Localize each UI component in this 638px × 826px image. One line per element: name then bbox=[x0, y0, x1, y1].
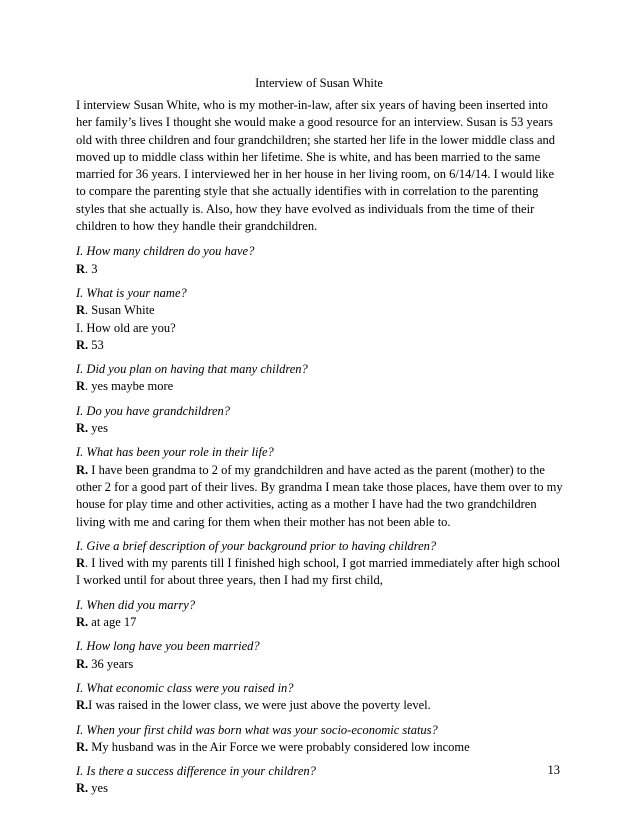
answer-prefix: R. bbox=[76, 462, 89, 477]
question: I. When did you marry? bbox=[76, 597, 196, 612]
answer-prefix: R. bbox=[76, 698, 89, 713]
page-number: 13 bbox=[547, 763, 560, 777]
question: I. What is your name? bbox=[76, 285, 187, 300]
answer bbox=[76, 739, 564, 756]
answer-text: My husband was in the Air Force we were probably considered low income bbox=[88, 739, 470, 754]
answer-prefix: R. bbox=[76, 337, 89, 352]
question: I. Do you have grandchildren? bbox=[76, 403, 231, 418]
answer-prefix: R bbox=[76, 303, 86, 318]
answer bbox=[76, 420, 564, 437]
answer-prefix: R. bbox=[76, 421, 89, 436]
answer-text: . 3 bbox=[85, 261, 98, 276]
intro-line: to compare the parenting style that she actually identifies with in correlation to the parenting bbox=[76, 184, 539, 199]
qa-block bbox=[76, 444, 564, 530]
answer-prefix: R bbox=[76, 379, 86, 394]
answer-text: at age 17 bbox=[88, 615, 137, 630]
answer-text: I was raised in the lower class, we were just above the poverty level. bbox=[88, 698, 431, 713]
qa-block bbox=[76, 285, 564, 354]
qa-block bbox=[76, 361, 564, 396]
answer-prefix: R. bbox=[76, 656, 89, 671]
answer-prefix: R. bbox=[76, 615, 89, 630]
answer-continuation: I worked until for about three years, then I had my first child, bbox=[76, 573, 383, 588]
answer bbox=[76, 555, 564, 572]
answer-text: yes bbox=[88, 421, 108, 436]
answer bbox=[76, 337, 564, 354]
qa-block bbox=[76, 597, 564, 632]
answer bbox=[76, 656, 564, 673]
intro-line: moved up to middle class within her lifetime. She is white, and has been married to the same bbox=[76, 149, 541, 164]
intro-line: old with three children and four grandchildren; she started her life in the lower middle class and bbox=[76, 132, 556, 147]
answer-continuation: house for play time and other activities, acting as a mother I have had the two grandchildren bbox=[76, 497, 537, 512]
answer-prefix: R bbox=[76, 556, 86, 571]
answer-text: . Susan White bbox=[85, 303, 155, 318]
answer-text: I have been grandma to 2 of my grandchildren and have acted as the parent (mother) to the bbox=[88, 462, 545, 477]
qa-block bbox=[76, 538, 564, 590]
question: I. What economic class were you raised in? bbox=[76, 680, 294, 695]
answer bbox=[76, 261, 564, 278]
answer-text: yes bbox=[88, 781, 108, 796]
answer-continuation: other 2 for a good part of their lives. By grandma I mean take those places, have them over to my bbox=[76, 479, 563, 494]
document-title: Interview of Susan White bbox=[255, 76, 383, 90]
answer-text: . I lived with my parents till I finished high school, I got married immediately after high school bbox=[85, 556, 561, 571]
qa-block bbox=[76, 243, 564, 278]
question: I. Is there a success difference in your children? bbox=[76, 764, 316, 779]
answer bbox=[76, 780, 564, 797]
question: I. How long have you been married? bbox=[76, 639, 260, 654]
intro-line: her family’s lives I thought she would make a good resource for an interview. Susan is 53 years bbox=[76, 115, 553, 130]
qa-block bbox=[76, 403, 564, 438]
intro-line: I interview Susan White, who is my mother-in-law, after six years of having been inserted into bbox=[76, 98, 548, 112]
answer bbox=[76, 462, 564, 479]
intro-line: children to how they handle their grandchildren. bbox=[76, 219, 318, 234]
document-body bbox=[76, 97, 564, 805]
question: I. When your first child was born what was your socio-economic status? bbox=[76, 722, 438, 737]
question: I. How many children do you have? bbox=[76, 244, 255, 259]
answer bbox=[76, 697, 564, 714]
intro-line: styles that she actually is. Also, how they have evolved as individuals from the time of their bbox=[76, 201, 535, 216]
answer-prefix: R. bbox=[76, 739, 89, 754]
answer-text: 53 bbox=[88, 337, 104, 352]
qa-block bbox=[76, 680, 564, 715]
answer bbox=[76, 614, 564, 631]
qa-block bbox=[76, 722, 564, 757]
question: I. What has been your role in their life? bbox=[76, 445, 274, 460]
answer-continuation: living with me and caring for them when their mother has not been able to. bbox=[76, 514, 451, 529]
answer-prefix: R bbox=[76, 261, 86, 276]
qa-block bbox=[76, 638, 564, 673]
intro-paragraph bbox=[76, 97, 564, 235]
answer bbox=[76, 378, 564, 395]
answer-text: . yes maybe more bbox=[85, 379, 174, 394]
intro-line: married for 36 years. I interviewed her in her house in her living room, on 6/14/14. I would like bbox=[76, 167, 555, 182]
answer-text: 36 years bbox=[88, 656, 134, 671]
qa-block bbox=[76, 763, 564, 798]
question: I. Did you plan on having that many children? bbox=[76, 362, 308, 377]
answer bbox=[76, 302, 564, 319]
question: I. How old are you? bbox=[76, 320, 176, 335]
question: I. Give a brief description of your background prior to having children? bbox=[76, 538, 437, 553]
answer-prefix: R. bbox=[76, 781, 89, 796]
